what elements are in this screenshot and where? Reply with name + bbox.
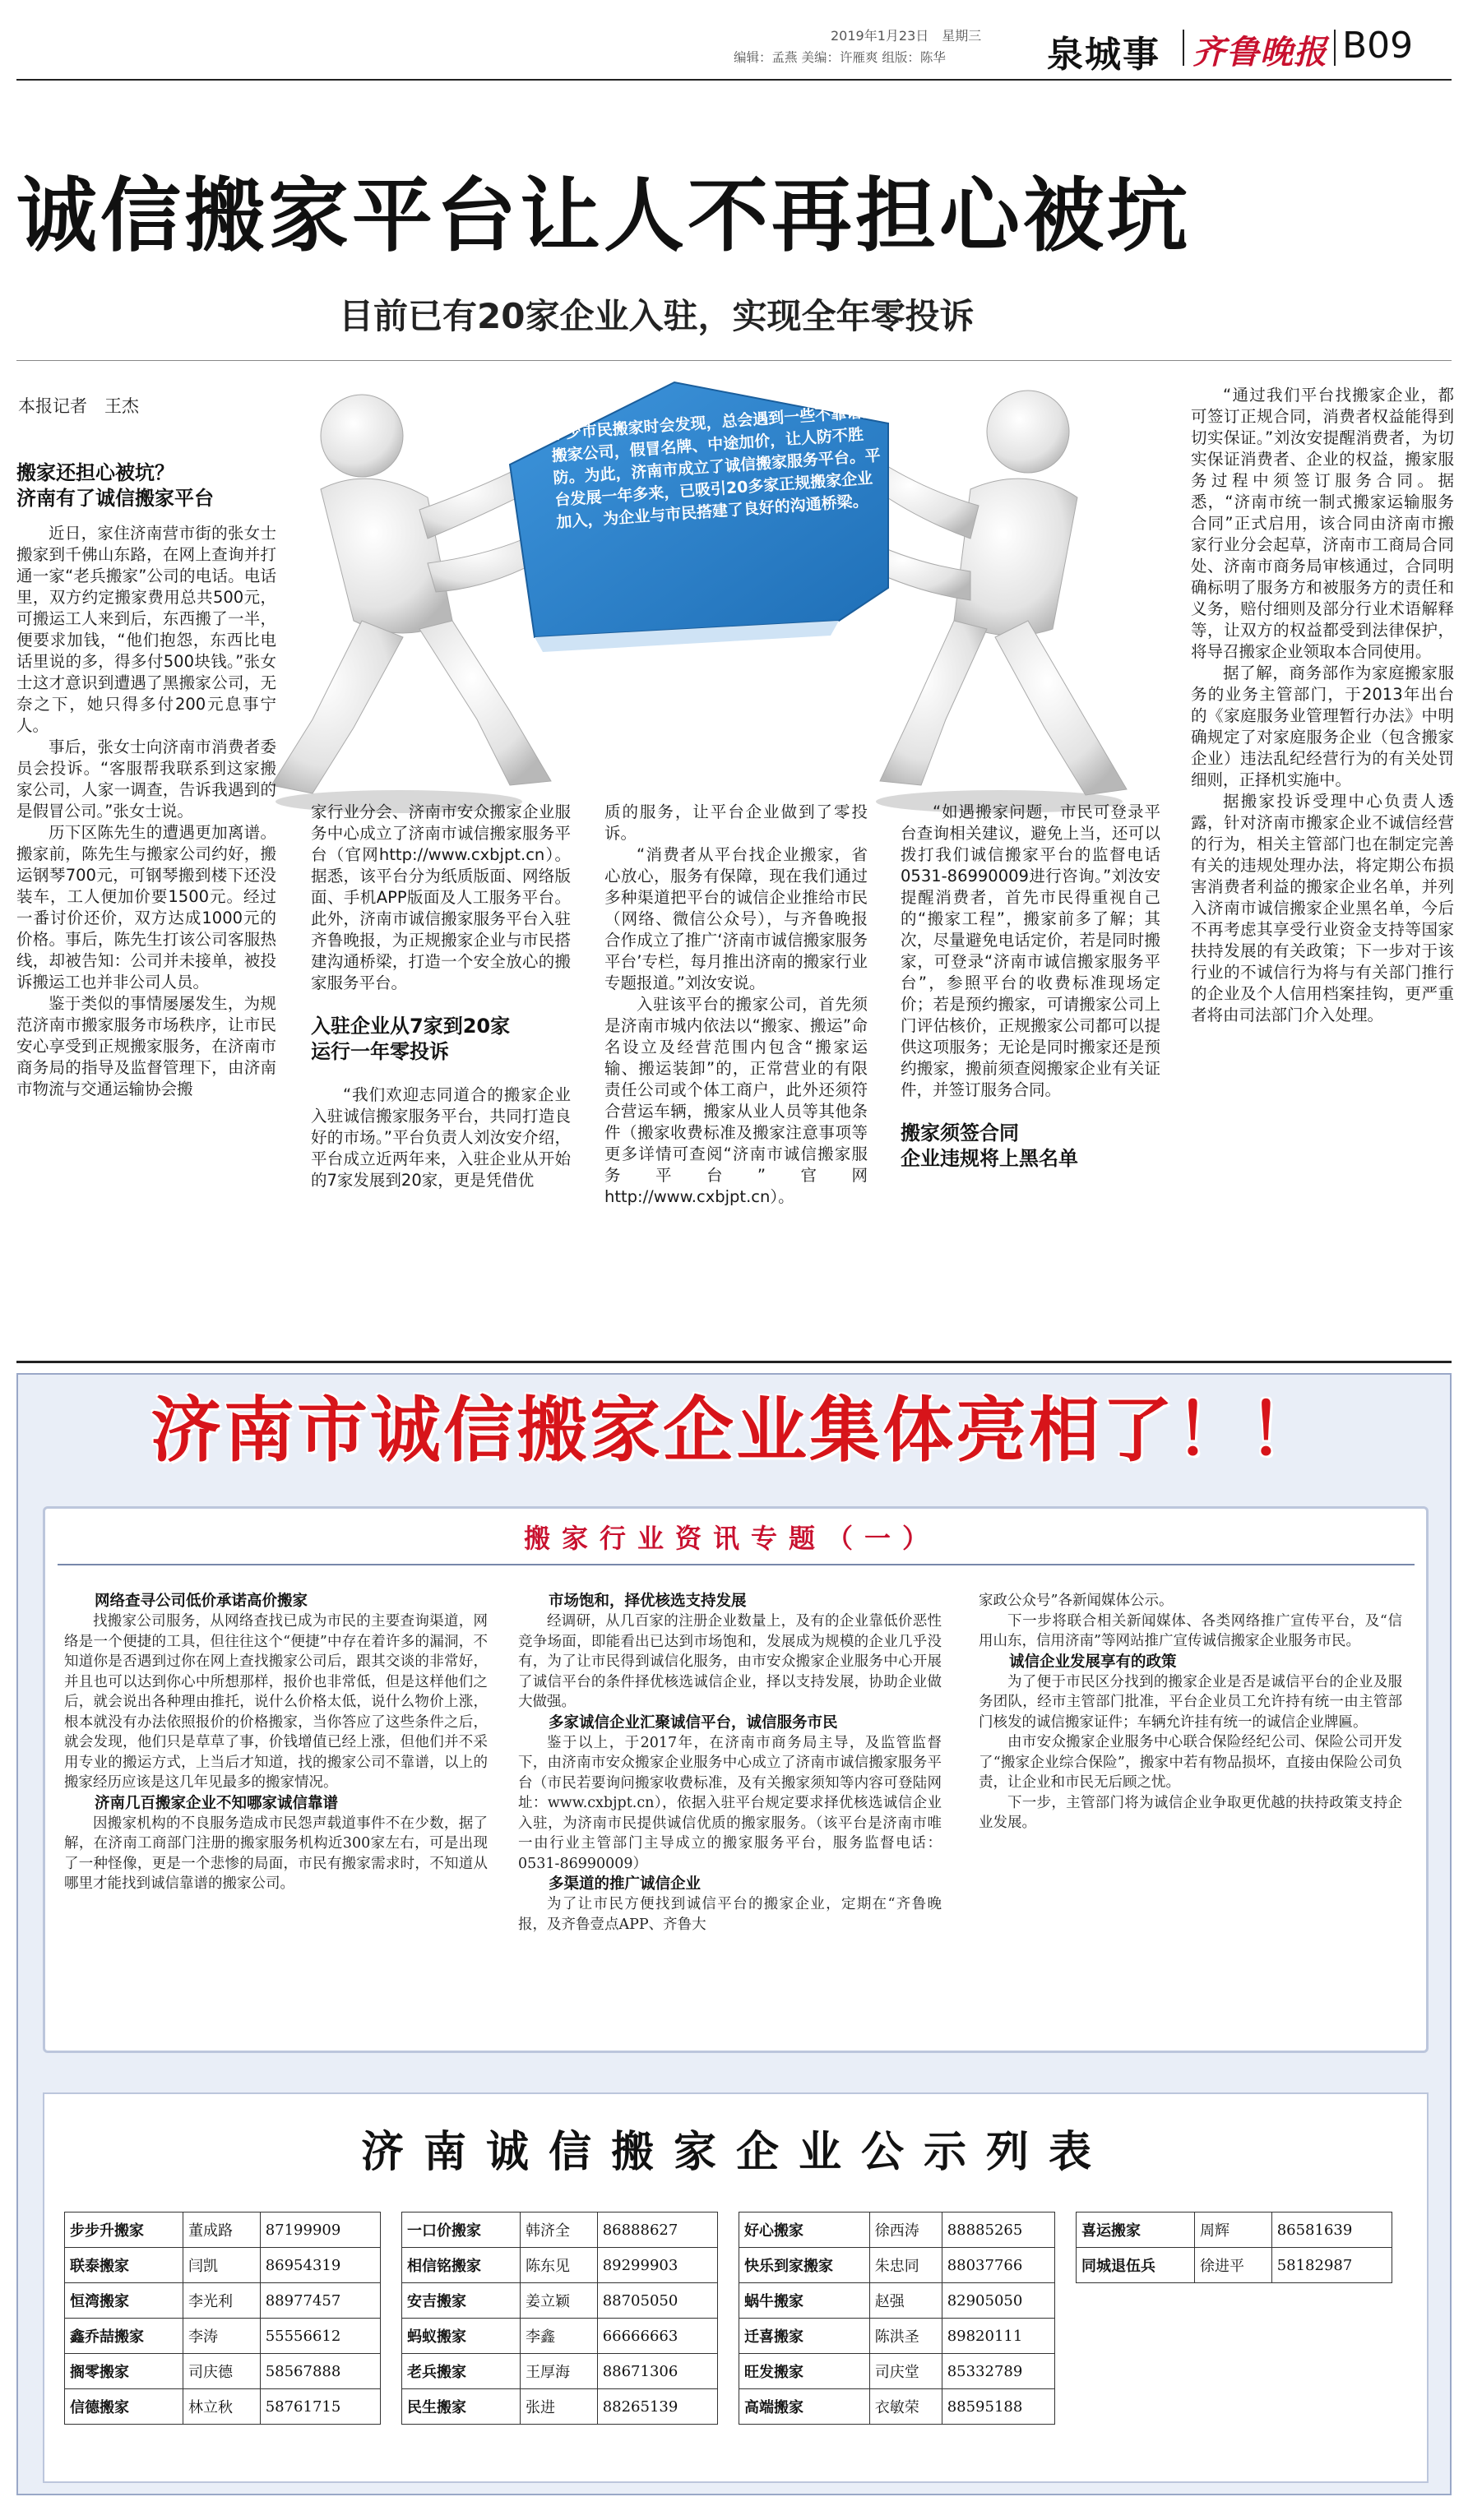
company-table-3 [739,2212,1055,2425]
company-phone: 88265139 [597,2389,717,2425]
ad-paragraph: 为了便于市民区分找到的搬家企业是否是诚信平台的企业及服务团队，经市主管部门批准，平台企业员工允许持有统一由主管部门核发的诚信搬家证件；车辆允许挂有统一的诚信企业牌匾。 [979,1673,1402,1731]
ad-heading: 诚信企业发展享有的政策 [1009,1653,1177,1671]
company-phone: 88595188 [942,2389,1054,2425]
company-phone: 88671306 [597,2354,717,2389]
company-name: 喜运搬家 [1077,2213,1195,2248]
company-row [402,2389,718,2425]
ad-paragraph: 下一步将联合相关新闻媒体、各类网络推广宣传平台，及“信用山东，信用济南”等网站推广宣传诚信搬家企业服务市民。 [979,1612,1402,1649]
company-phone: 88037766 [942,2248,1054,2283]
company-contact: 王厚海 [521,2354,598,2389]
company-row [65,2319,381,2354]
company-contact: 赵强 [869,2283,942,2319]
header-divider-2 [1334,30,1336,66]
page-number: B09 [1342,25,1414,67]
company-phone: 58761715 [260,2389,380,2425]
company-contact: 周辉 [1195,2213,1272,2248]
company-phone: 58567888 [260,2354,380,2389]
company-contact: 朱忠同 [869,2248,942,2283]
company-table-body [402,2213,718,2425]
company-contact: 陈东见 [521,2248,598,2283]
ad-paragraph: 鉴于以上，于2017年，在济南市商务局主导，及监管监督下，由济南市安众搬家企业服务中心成立了济南市诚信搬家服务平台（市民若要询问搬家收费标准，及有关搬家须知等内容可登陆网址：www.cxbjpt.cn），依据入驻平台规定要求择优核选诚信企业入驻，为济南市民提供诚信优质的搬家服务。（该平台是济南市唯一由行业主管部门主导成立的搬家服务平台，服务监督电话：0531-86990009） [518,1734,942,1872]
company-name: 快乐到家搬家 [739,2248,870,2283]
company-row [739,2213,1055,2248]
ad-heading: 市场饱和，择优核选支持发展 [549,1593,747,1610]
ad-heading: 网络查寻公司低价承诺高价搬家 [95,1593,308,1610]
ad-subtitle-rule [58,1564,1415,1565]
company-contact: 李涛 [183,2319,261,2354]
company-row [402,2319,718,2354]
company-phone: 82905050 [942,2283,1054,2319]
col5-paragraph: 据搬家投诉受理中心负责人透露，针对济南市搬家企业不诚信经营的行为，相关主管部门也在制定完善有关的违规处理办法，将定期公布损害消费者利益的搬家企业名单，并列入济南市诚信搬家企业黑名单，今后不再考虑其享受行业资金支持等国家扶持发展的有关政策；下一步对于该行业的不诚信行为将与有关部门推行的企业及个人信用档案挂钩，更严重者将由司法部门介入处理。 [1191,792,1454,1024]
company-name: 安吉搬家 [402,2283,521,2319]
header-divider [1183,30,1184,66]
company-contact: 徐西涛 [869,2213,942,2248]
company-name: 联泰搬家 [65,2248,183,2283]
company-phone: 89820111 [942,2319,1054,2354]
ad-column-2 [518,1591,942,1935]
col3-paragraph: “消费者从平台找企业搬家，省心放心，服务有保障，现在我们通过多种渠道把平台的诚信企业推给市民（网络、微信公众号），与齐鲁晚报合作成立了推广‘济南市诚信搬家服务平台’专栏，每月推出济南的搬家行业专题报道。”刘汝安说。 [604,845,868,992]
company-contact: 陈洪圣 [869,2319,942,2354]
ad-column-3 [979,1591,1402,1833]
company-name: 旺发搬家 [739,2354,870,2389]
company-contact: 李鑫 [521,2319,598,2354]
section-name: 泉城事 [1047,34,1160,76]
col5-paragraph: “通过我们平台找搬家企业，都可签订正规合同，消费者权益能得到切实保证。”刘汝安提醒消费者，为切实保证消费者、企业的权益，搬家服务过程中须签订服务合同。据悉，“济南市统一制式搬家运输服务合同”正式启用，该合同由济南市搬家行业分会起草，济南市工商局合同处、济南市商务局审核通过，合同明确标明了服务方和被服务方的责任和义务，赔付细则及部分行业术语解释等，让双方的权益都受到法律保护，将导召搬家企业领取本合同使用。 [1191,386,1454,661]
company-phone: 86888627 [597,2213,717,2248]
col1-heading: 搬家还担心被坑？ 济南有了诚信搬家平台 [16,461,214,510]
company-phone: 89299903 [597,2248,717,2283]
company-table-body [1077,2213,1392,2283]
col2-paragraph: 家行业分会、济南市安众搬家企业服务中心成立了济南市诚信搬家服务平台（官网http://www.cxbjpt.cn）。据悉，该平台分为纸质版面、网络版面、手机APP版面及人工服务平台。此外，济南市诚信搬家服务平台入驻齐鲁晚报，为正规搬家企业与市民搭建沟通桥梁，打造一个安全放心的搬家服务平台。 [311,802,571,992]
company-contact: 韩济全 [521,2213,598,2248]
company-contact: 闫凯 [183,2248,261,2283]
list-title: 济南诚信搬家企业公示列表 [360,2127,1111,2177]
company-name: 好心搬家 [739,2213,870,2248]
col1-paragraph: 近日，家住济南营市街的张女士搬家到千佛山东路，在网上查询并打通一家“老兵搬家”公司的电话。电话里，双方约定搬家费用总共500元，可搬运工人来到后，东西搬了一半，便要求加钱，“他们抱怨，东西比电话里说的多，得多付500块钱。”张女士这才意识到遭遇了黑搬家公司，无奈之下，她只得多付200元息事宁人。 [16,524,276,735]
company-name: 恒湾搬家 [65,2283,183,2319]
paper-logo: 齐鲁晚报 [1192,33,1327,72]
company-row [65,2213,381,2248]
col3-paragraph: 入驻该平台的搬家公司，首先须是济南市城内依法以“搬家、搬运”命名设立及经营范围内包含“搬家运输、搬运装卸”的，正常营业的有限责任公司或个体工商户，此外还须符合营运车辆，搬家从业人员等其他条件（搬家收费标准及搬家注意事项等更多详情可查阅“济南市诚信搬家服务平台”官网http://www.cxbjpt.cn）。 [604,995,868,1206]
company-table-body [65,2213,381,2425]
company-contact: 衣敏荣 [869,2389,942,2425]
ad-paragraph: 因搬家机构的不良服务造成市民怨声载道事件不在少数，据了解，在济南工商部门注册的搬家服务机构近300家左右，可是出现了一种怪像，更是一个悲惨的局面，市民有搬家需求时，不知道从哪里才能找到诚信靠谱的搬家公司。 [64,1815,488,1892]
company-row [1077,2213,1392,2248]
subheadline: 目前已有20家企业入驻，实现全年零投诉 [339,296,975,336]
ad-heading: 济南几百搬家企业不知哪家诚信靠谱 [95,1794,339,1812]
company-row [402,2213,718,2248]
company-name: 民生搬家 [402,2389,521,2425]
ad-paragraph: 为了让市民方便找到诚信平台的搬家企业，定期在“齐鲁晚报，及齐鲁壹点APP、齐鲁大 [518,1896,942,1933]
article-column-1 [16,452,276,1100]
company-name: 迁喜搬家 [739,2319,870,2354]
col1-paragraph: 历下区陈先生的遭遇更加离谱。搬家前，陈先生与搬家公司约好，搬运钢琴700元，可钢琴搬到楼下还没装车，工人便加价要1500元。经过一番讨价还价，双方达成1000元的价格。事后，陈先生打该公司客服热线，却被告知：公司并未接单，被投诉搬运工也并非公司人员。 [16,823,276,992]
article-column-3 [604,802,868,1208]
company-table-1 [64,2212,381,2425]
ad-column-1 [64,1591,488,1894]
company-row [65,2248,381,2283]
company-contact: 徐进平 [1195,2248,1272,2283]
company-row [1077,2248,1392,2283]
company-row [65,2354,381,2389]
ad-paragraph: 下一步，主管部门将为诚信企业争取更优越的扶持政策支持企业发展。 [979,1794,1402,1831]
company-row [65,2389,381,2425]
header-credits [734,48,1054,66]
ad-paragraph: 经调研，从几百家的注册企业数量上，及有的企业靠低价恶性竞争场面，即能看出已达到市场饱和，发展成为规模的企业几乎没有，为了让市民得到诚信化服务，由市安众搬家企业服务中心开展了诚信平台的条件择优核选诚信企业，择以支持发展，协助企业做大做强。 [518,1613,942,1710]
company-name: 老兵搬家 [402,2354,521,2389]
company-row [402,2354,718,2389]
company-row [739,2248,1055,2283]
company-phone: 88705050 [597,2283,717,2319]
header-meta [831,28,1028,44]
col1-paragraph: 事后，张女士向济南市消费者委员会投诉。“客服帮我联系到这家搬家公司，人家一调查，告诉我遇到的是假冒公司。”张女士说。 [16,738,276,821]
company-phone: 86954319 [260,2248,380,2283]
ad-heading: 多渠道的推广诚信企业 [549,1875,702,1893]
company-row [739,2389,1055,2425]
article-column-2 [311,802,571,1191]
company-phone: 86581639 [1271,2213,1392,2248]
company-phone: 87199909 [260,2213,380,2248]
company-row [65,2283,381,2319]
company-phone: 58182987 [1271,2248,1392,2283]
col1-paragraph: 鉴于类似的事情屡屡发生，为规范济南市搬家服务市场秩序，让市民安心享受到正规搬家服务，在济南市商务局的指导及监督管理下，由济南市物流与交通运输协会搬 [16,994,276,1098]
company-name: 蜗牛搬家 [739,2283,870,2319]
company-table-4 [1076,2212,1392,2283]
header-weekday: 星期三 [942,28,982,44]
col2-heading: 入驻企业从7家到20家 运行一年零投诉 [311,1015,511,1063]
company-row [402,2283,718,2319]
company-name: 鑫乔喆搬家 [65,2319,183,2354]
company-phone: 85332789 [942,2354,1054,2389]
company-name: 高端搬家 [739,2389,870,2425]
company-contact: 李光利 [183,2283,261,2319]
company-phone: 55556612 [260,2319,380,2354]
banner-text: 不少市民搬家时会发现，总会遇到一些不靠谱的搬家公司，假冒名牌、中途加价，让人防不胜防。为此，济南市成立了诚信搬家服务平台。平台发展一年多来，已吸引20多家正规搬家企业加入，为企业与市民搭建了良好的沟通桥梁。 [549,402,882,532]
company-row [739,2283,1055,2319]
company-table-body [739,2213,1055,2425]
col4-heading: 搬家须签合同 企业违规将上黑名单 [901,1121,1078,1170]
company-contact: 林立秋 [183,2389,261,2425]
company-name: 搁零搬家 [65,2354,183,2389]
company-contact: 姜立颖 [521,2283,598,2319]
company-phone: 88885265 [942,2213,1054,2248]
headline-rule [16,360,1452,361]
header-date: 2019年1月23日 [831,28,929,44]
company-name: 同城退伍兵 [1077,2248,1195,2283]
section-divider [16,1361,1452,1363]
company-contact: 司庆堂 [869,2354,942,2389]
col4-paragraph: “如遇搬家问题，市民可登录平台查询相关建议，避免上当，还可以拨打我们诚信搬家平台的监督电话0531-86990009进行咨询。”刘汝安提醒消费者，首先市民得重视自己的“搬家工程”，搬家前多了解；其次，尽量避免电话定价，若是同时搬家，可登录“济南市诚信搬家服务平台”，参照平台的收费标准现场定价；若是预约搬家，可请搬家公司上门评估核价，正规搬家公司都可以提供这项服务；无论是同时搬家还是预约搬家，搬前须查阅搬家企业有关证件，并签订服务合同。 [901,802,1160,1099]
company-name: 一口价搬家 [402,2213,521,2248]
header-proofreader: 组版：陈华 [882,50,946,65]
ad-subtitle: 搬家行业资讯专题（一） [523,1523,940,1554]
company-contact: 董成路 [183,2213,261,2248]
ad-heading: 多家诚信企业汇聚诚信平台，诚信服务市民 [549,1713,838,1732]
company-table-2 [401,2212,718,2425]
byline: 本报记者 王杰 [18,396,139,416]
header-rule [16,79,1452,81]
ad-title: 济南市诚信搬家企业集体亮相了！！ [151,1389,1322,1472]
col2-paragraph: “我们欢迎志同道合的搬家企业入驻诚信搬家服务平台，共同打造良好的市场。”平台负责人刘汝安介绍，平台成立近两年来，入驻企业从开始的7家发展到20家，更是凭借优 [311,1085,571,1190]
company-name: 相信铭搬家 [402,2248,521,2283]
company-row [402,2248,718,2283]
company-phone: 66666663 [597,2319,717,2354]
header-designer: 美编：许雁爽 [801,50,878,65]
company-phone: 88977457 [260,2283,380,2319]
company-row [739,2354,1055,2389]
ad-paragraph: 找搬家公司服务，从网络查找已成为市民的主要查询渠道，网络是一个便捷的工具，但往往这个“便捷”中存在着许多的漏洞，不知道你是否遇到过你在网上查找搬家公司后，跟其交谈的非常好，并且也可以达到你心中所想那样，报价也非常低，但是这样他们之后，就会说出各种理由推托，说什么价格太低，说什么物价上涨，根本就没有办法依照报价的价格搬家，当你答应了这些条件之后，就会发现，他们只是草草了事，价钱增值已经上涨，但他们并不采用专业的搬运方式，上当后才知道，找的搬家公司不靠谱，以上的搬家经历应该是这几年见最多的搬家情况。 [64,1613,488,1791]
header-editor: 编辑：孟燕 [734,50,798,65]
company-row [739,2319,1055,2354]
col5-paragraph: 据了解，商务部作为家庭搬家服务的业务主管部门，于2013年出台的《家庭服务业管理暂行办法》中明确规定了对家庭服务企业（包含搬家企业）违法乱纪经营行为的有关处罚细则，正择机实施中。 [1191,664,1454,789]
company-contact: 司庆德 [183,2354,261,2389]
company-name: 蚂蚁搬家 [402,2319,521,2354]
col3-paragraph: 质的服务，让平台企业做到了零投诉。 [604,802,868,843]
company-name: 信德搬家 [65,2389,183,2425]
article-column-5 [1191,385,1454,1026]
article-column-4 [901,802,1160,1183]
company-name: 步步升搬家 [65,2213,183,2248]
headline: 诚信搬家平台让人不再担心被坑 [16,169,1192,263]
ad-paragraph: 由市安众搬家企业服务中心联合保险经纪公司、保险公司开发了“搬家企业综合保险”，搬家中若有物品损坏，直接由保险公司负责，让企业和市民无后顾之忧。 [979,1734,1402,1791]
company-contact: 张进 [521,2389,598,2425]
ad-paragraph: 家政公众号”各新闻媒体公示。 [979,1593,1174,1609]
